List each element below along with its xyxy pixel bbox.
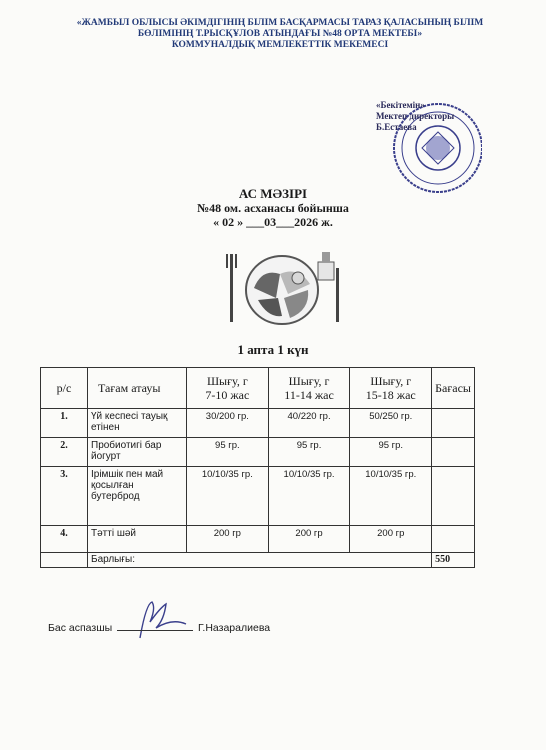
chef-name: Г.Назаралиева: [198, 622, 271, 634]
table-row: [41, 526, 475, 553]
header-age-11-14-line2: 11-14 жас: [284, 388, 334, 402]
dish-price: [432, 467, 475, 526]
header-line-2: БӨЛІМІНІҢ Т.РЫСҚҰЛОВ АТЫНДАҒЫ №48 ОРТА МЕКТЕБІ»: [137, 29, 423, 39]
table-row: [41, 409, 475, 438]
header-age-15-18: [350, 368, 432, 409]
portion-11-14: 40/220 гр.: [268, 409, 350, 438]
menu-table: [40, 367, 475, 568]
header-age-15-18-line1: Шығу, г: [370, 374, 412, 388]
week-day-label: 1 апта 1 күн: [237, 342, 309, 357]
row-number: 4.: [41, 526, 88, 553]
portion-7-10: 200 гр: [187, 526, 269, 553]
table-header-row: [41, 368, 475, 409]
dish-name: Тәтті шәй: [88, 526, 187, 553]
approval-line-2: Мектеп директоры: [376, 111, 455, 121]
approval-stamp: [372, 96, 482, 196]
row-number: 2.: [41, 438, 88, 467]
portion-7-10: 30/200 гр.: [187, 409, 269, 438]
total-empty-cell: [41, 553, 88, 568]
organization-header: [60, 18, 500, 51]
approval-line-1: «Бекітемін»: [376, 100, 425, 110]
header-age-11-14-line1: Шығу, г: [288, 374, 330, 388]
chef-label: Бас аспазшы: [48, 622, 113, 634]
dish-name: Ірімшік пен май қосылған бутерброд: [88, 467, 187, 526]
header-age-7-10: [187, 368, 269, 409]
portion-15-18: 50/250 гр.: [350, 409, 432, 438]
header-age-15-18-line2: 15-18 жас: [365, 388, 416, 402]
food-plate-icon: [218, 248, 348, 328]
portion-15-18: 10/10/35 гр.: [350, 467, 432, 526]
header-price: Бағасы: [432, 368, 475, 409]
total-value: 550: [432, 553, 475, 568]
table-row: [41, 467, 475, 526]
handwritten-signature-icon: [126, 598, 196, 642]
dish-price: [432, 438, 475, 467]
header-age-11-14: [268, 368, 350, 409]
header-age-7-10-line2: 7-10 жас: [205, 388, 250, 402]
signature-line: [117, 629, 193, 631]
canteen-subtitle: №48 ом. асханасы бойынша: [197, 201, 349, 215]
dish-price: [432, 409, 475, 438]
dish-price: [432, 526, 475, 553]
portion-15-18: 200 гр: [350, 526, 432, 553]
portion-11-14: 95 гр.: [268, 438, 350, 467]
portion-7-10: 95 гр.: [187, 438, 269, 467]
total-label: Барлығы:: [88, 553, 432, 568]
header-age-7-10-line1: Шығу, г: [206, 374, 248, 388]
page-title: АС МӘЗІРІ: [238, 186, 308, 201]
portion-15-18: 95 гр.: [350, 438, 432, 467]
dish-name: Үй кеспесі тауық етінен: [88, 409, 187, 438]
menu-date: « 02 » ___03___2026 ж.: [213, 215, 333, 229]
header-line-1: «ЖАМБЫЛ ОБЛЫСЫ ӘКІМДІГІНІҢ БІЛІМ БАСҚАРМАСЫ ТАРАЗ ҚАЛАСЫНЫҢ БІЛІМ: [76, 18, 484, 28]
row-number: 3.: [41, 467, 88, 526]
header-line-3: КОММУНАЛДЫҚ МЕМЛЕКЕТТІК МЕКЕМЕСІ: [171, 40, 389, 50]
total-row: [41, 553, 475, 568]
header-dish-name: Тағам атауы: [88, 368, 187, 409]
approval-text: [376, 100, 454, 133]
menu-title: [160, 187, 386, 229]
approval-line-3: Б.Естаева: [376, 122, 417, 132]
portion-11-14: 10/10/35 гр.: [268, 467, 350, 526]
chef-signature: [48, 622, 270, 634]
table-row: [41, 438, 475, 467]
portion-7-10: 10/10/35 гр.: [187, 467, 269, 526]
portion-11-14: 200 гр: [268, 526, 350, 553]
row-number: 1.: [41, 409, 88, 438]
dish-name: Пробиотигі бар йогурт: [88, 438, 187, 467]
header-number: р/с: [41, 368, 88, 409]
